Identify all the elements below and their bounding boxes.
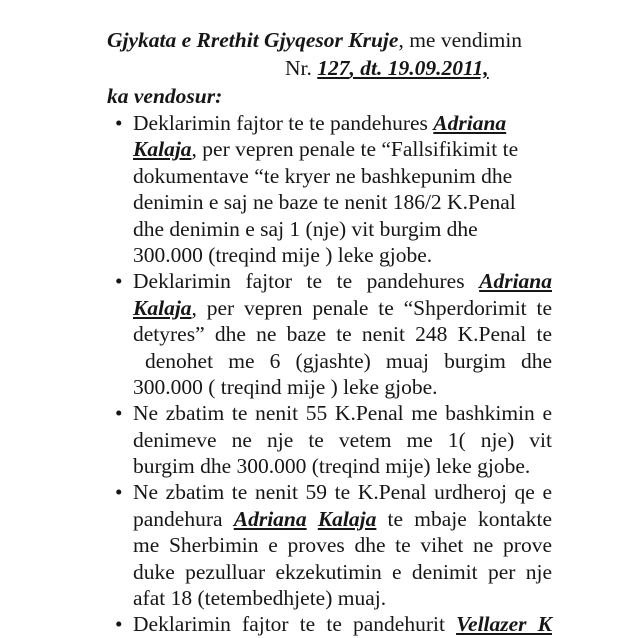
bullet-icon: • — [115, 111, 123, 135]
decided-label — [107, 82, 552, 110]
text-line — [133, 242, 552, 268]
text-line — [133, 400, 552, 426]
text-line — [133, 268, 552, 294]
text-line — [133, 453, 552, 479]
name-emphasis: Kalaja — [317, 506, 377, 531]
text-line — [133, 532, 552, 558]
bold-italic-text: Gjykata e Rrethit Gjyqesor Kruje — [107, 28, 399, 52]
bullet-icon: • — [115, 401, 123, 426]
name-emphasis: Vellazer K — [456, 612, 552, 637]
decision-item — [107, 268, 552, 400]
text-line — [133, 374, 552, 400]
text-segment: denohet me 6 (gjashte) muaj burgim dhe — [145, 348, 552, 373]
text-segment — [307, 507, 318, 531]
decision-item — [107, 400, 552, 479]
text-segment: Deklarimin fajtor te te pandehurit — [133, 612, 457, 637]
name-emphasis: 127 — [317, 56, 350, 80]
text-segment: Deklarimin fajtor te te pandehures — [133, 111, 434, 135]
bullet-icon: • — [115, 480, 123, 505]
text-line — [133, 506, 552, 532]
decision-number-line — [107, 54, 552, 82]
text-line — [133, 611, 552, 637]
decision-item — [107, 110, 552, 268]
court-decision-document — [107, 26, 552, 637]
text-segment: denimin e saj ne baze te nenit 186/2 K.Penal — [133, 190, 516, 215]
text-segment: Ne zbatim te nenit 59 te K.Penal urdheroj qe e — [133, 480, 552, 505]
text-segment: 300.000 ( treqind mije ) leke gjobe. — [133, 374, 438, 399]
text-segment: dhe denimin e saj 1 (nje) vit burgim dhe — [133, 216, 478, 241]
name-emphasis: Adriana — [433, 111, 507, 135]
name-emphasis: Kalaja — [133, 295, 192, 320]
decision-item — [107, 611, 552, 637]
name-emphasis: Adriana — [479, 269, 552, 294]
text-segment: te mbaje kontakte — [376, 506, 552, 531]
text-line — [133, 295, 552, 321]
bold-italic-text: ka vendosur: — [107, 84, 223, 108]
text-line — [133, 321, 552, 347]
court-heading — [107, 26, 552, 54]
decision-list — [107, 110, 552, 637]
text-line — [133, 136, 552, 162]
name-emphasis: , dt. 19.09.2011, — [349, 56, 489, 80]
bullet-icon: • — [115, 612, 123, 637]
text-segment: denimeve ne nje te vetem me 1( nje) vit — [133, 427, 552, 452]
text-line — [133, 479, 552, 505]
text-line — [133, 348, 552, 374]
text-line — [133, 559, 552, 585]
text-segment: duke pezulluar ekzekutimin e denimit per nje — [133, 559, 552, 584]
bullet-icon: • — [115, 269, 123, 294]
text-line — [133, 163, 552, 189]
text-segment: pandehura — [133, 506, 234, 531]
text-segment: dokumentave “te kryer ne bashkepunim dhe — [133, 163, 513, 188]
name-emphasis: Adriana — [233, 506, 307, 531]
decision-item — [107, 479, 552, 611]
name-emphasis: Kalaja — [133, 137, 192, 162]
text-segment: Nr. — [285, 56, 318, 80]
text-segment: detyres” dhe ne baze te nenit 248 K.Penal te — [133, 322, 552, 347]
text-line — [133, 189, 552, 215]
text-segment: afat 18 (tetembedhjete) muaj. — [133, 586, 387, 611]
text-segment: burgim dhe 300.000 (treqind mije) leke gjobe. — [133, 454, 531, 479]
text-segment: me Sherbimin e proves dhe te vihet ne prove — [133, 533, 552, 558]
text-segment: Ne zbatim te nenit 55 K.Penal me bashkimin e — [133, 401, 552, 426]
text-line — [133, 110, 552, 136]
text-line — [133, 427, 552, 453]
text-line — [133, 585, 552, 611]
text-segment: , per vepren penale te “Shperdorimit te — [191, 295, 552, 320]
text-segment: 300.000 (treqind mije ) leke gjobe. — [133, 242, 433, 267]
text-line — [133, 216, 552, 242]
text-segment: , me vendimin — [398, 28, 523, 52]
text-segment: , per vepren penale te “Fallsifikimit te — [191, 137, 519, 162]
text-segment: Deklarimin fajtor te te pandehures — [133, 269, 480, 294]
